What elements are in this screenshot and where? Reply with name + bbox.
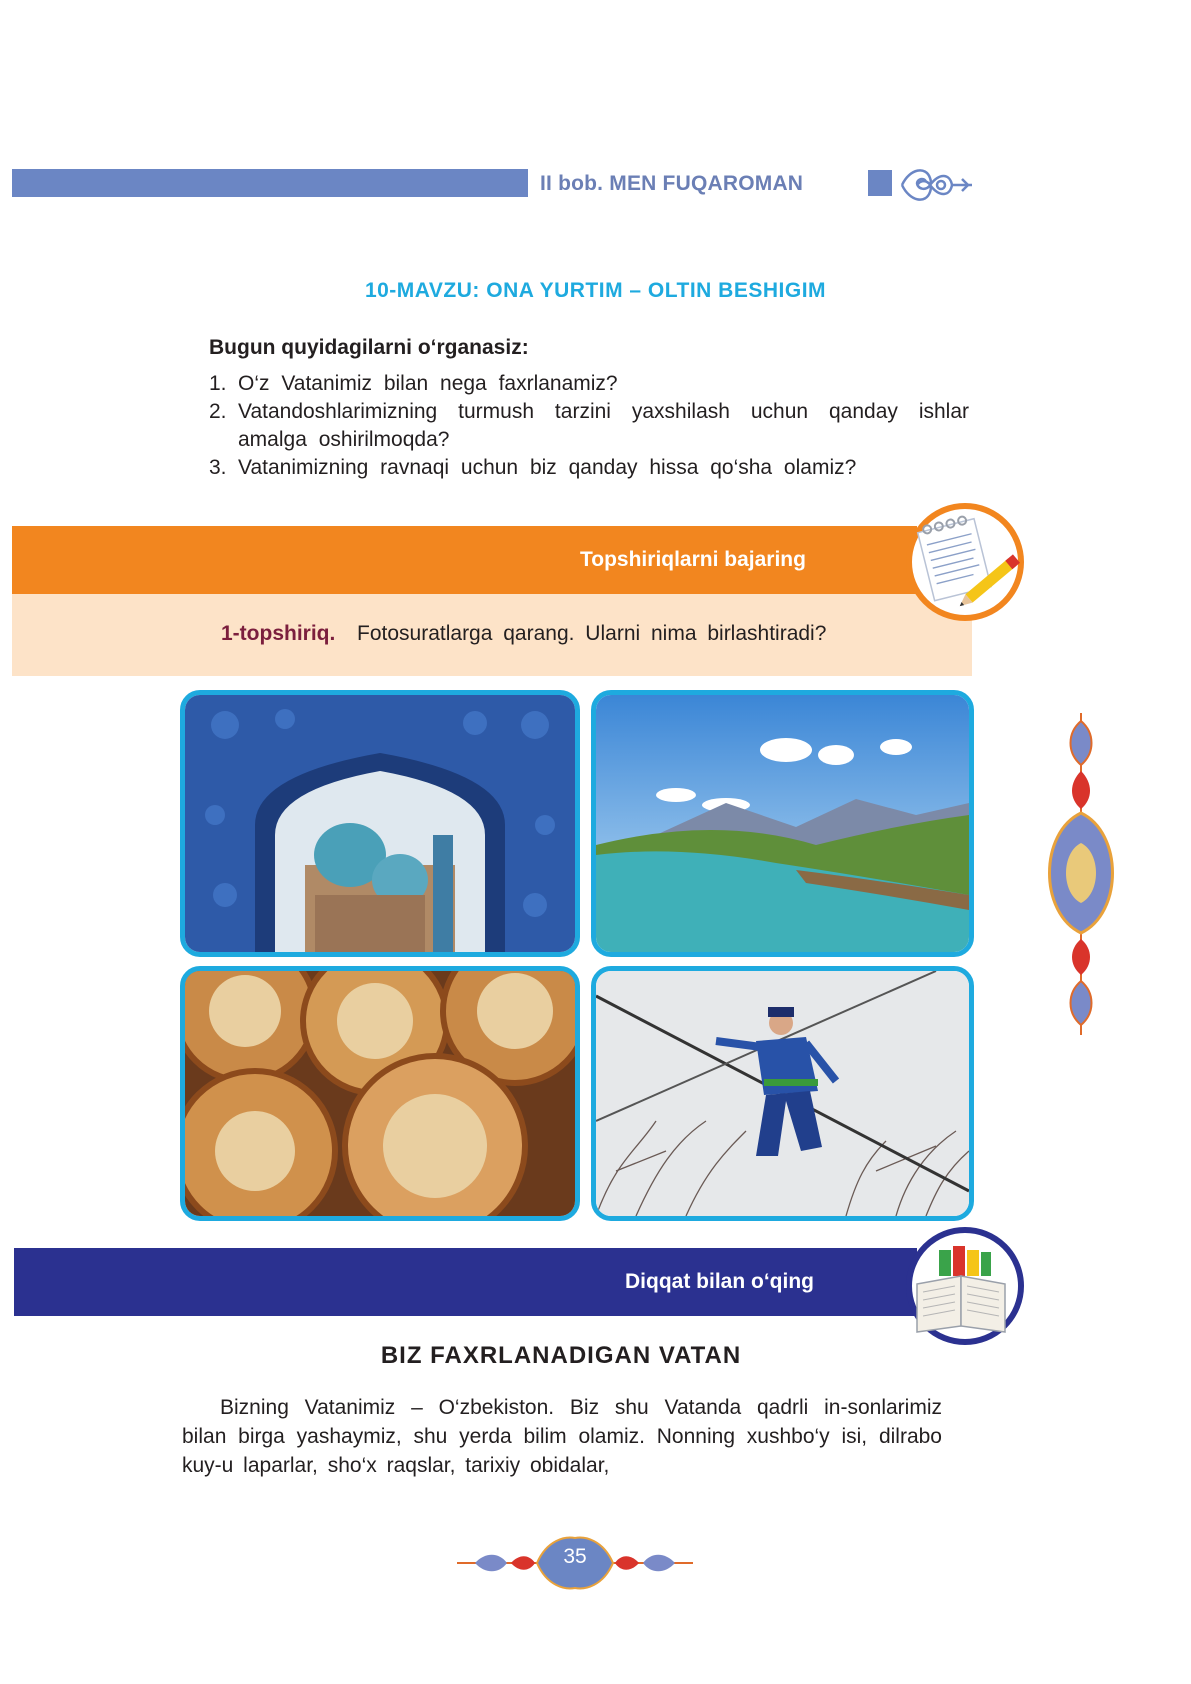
header-bar [12,169,528,197]
task-band-label: Topshiriqlarni bajaring [580,548,806,571]
photo-tightrope [591,966,974,1221]
task-label: 1-topshiriq. [221,622,336,645]
reading-band-label: Diqqat bilan o‘qing [625,1270,814,1293]
page-number: 35 [563,1545,587,1568]
article-body: Bizning Vatanimiz – O‘zbekiston. Biz shu Vatanda qadrli in-sonlarimiz bilan birga yashaymiz, shu yerda bilim olamiz. Nonning xushbo‘y isi, dilrabo kuy-u laparlar, sho‘x raqslar, tarixiy obidalar, [182,1396,942,1477]
topic-title: 10-MAVZU: ONA YURTIM – OLTIN BESHIGIM [364,279,827,302]
task-1 [221,622,826,646]
chapter-title: II bob. MEN FUQAROMAN [540,172,804,195]
list-item: 3. Vatanimizning ravnaqi uchun biz qanday hissa qo‘sha olamiz? [209,456,857,479]
task-text: Fotosuratlarga qarang. Ularni nima birlashtiradi? [357,622,827,645]
objectives-heading: Bugun quyidagilarni o‘rganasiz: [209,336,529,359]
ornament-icon [896,158,976,212]
article-title: BIZ FAXRLANADIGAN VATAN [380,1342,742,1369]
open-book-icon [895,1222,1027,1348]
objectives-list [209,370,969,482]
list-item: 2. Vatandoshlarimizning turmush tarzini yaxshilash uchun qanday ishlar amalga oshirilmoqda? [209,400,969,451]
photo-architecture [180,690,580,957]
list-item: 1. O‘z Vatanimiz bilan nega faxrlanamiz? [209,372,618,395]
photo-bread [180,966,580,1221]
photo-landscape [591,690,974,957]
notepad-pencil-icon [895,498,1027,622]
header-square [868,170,892,196]
side-ornament-icon [1035,713,1127,1035]
